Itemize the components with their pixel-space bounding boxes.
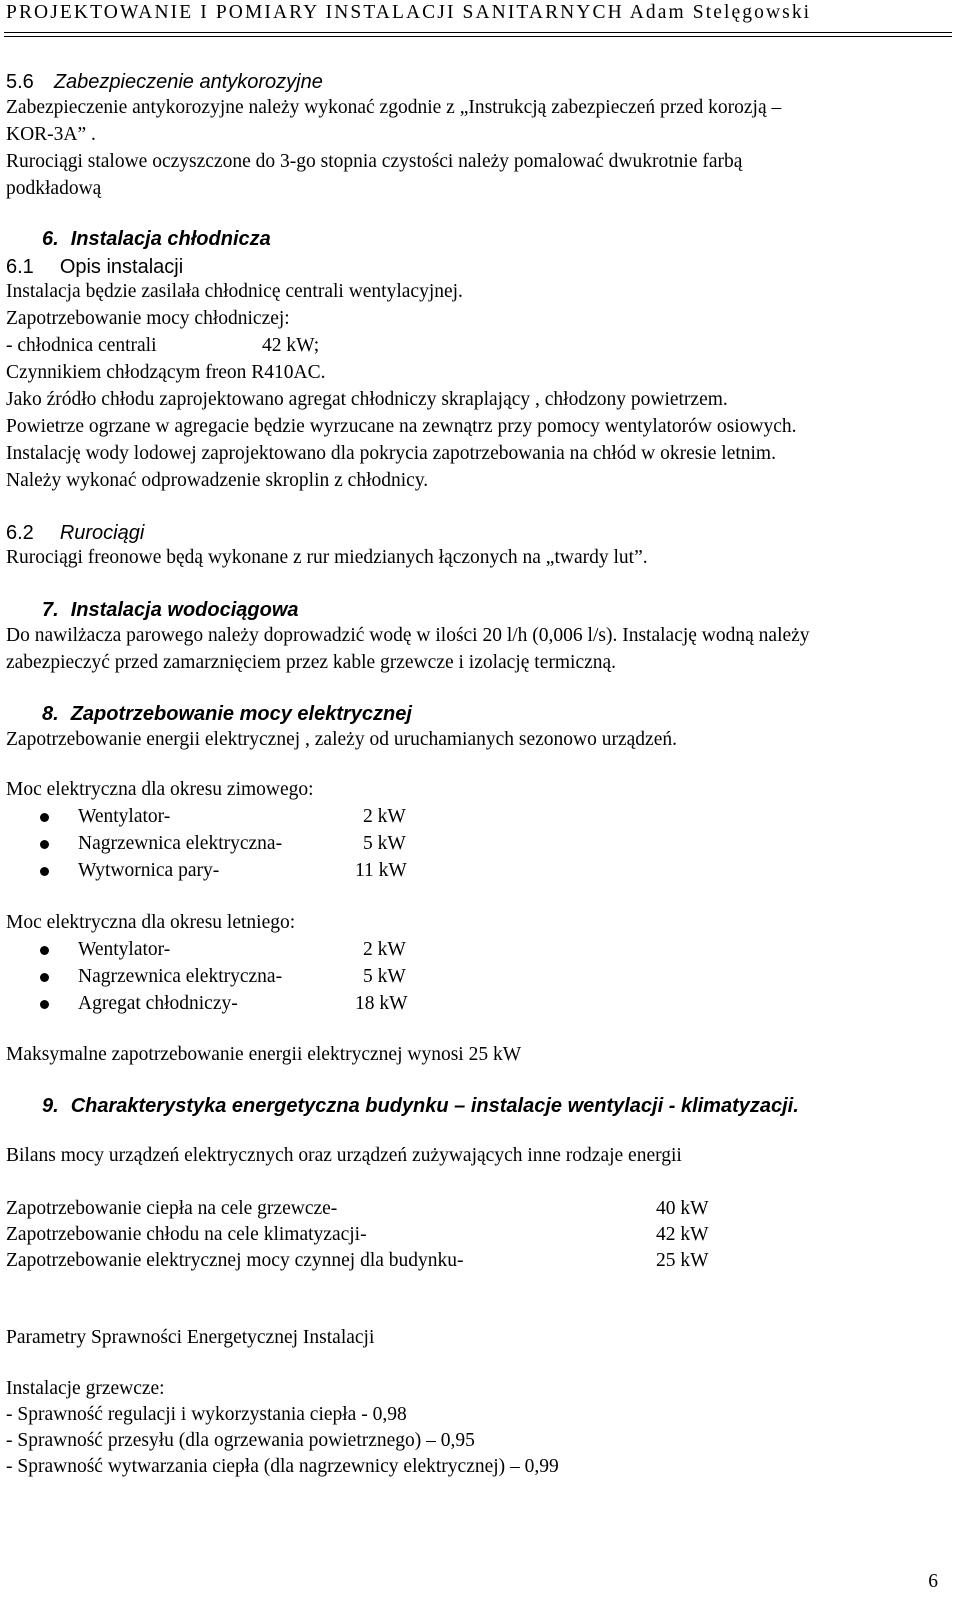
section-5-6-title: Zabezpieczenie antykorozyjne	[53, 71, 323, 93]
section-9-title: Charakterystyka energetyczna budynku – instalacje wentylacji - klimatyzacji.	[70, 1095, 799, 1117]
bullet-icon	[40, 840, 49, 849]
section-6-heading	[42, 227, 271, 251]
balance-row-value: 25 kW	[656, 1250, 709, 1271]
list-item-label: Wentylator-	[78, 939, 171, 960]
section-8-number: 8.	[42, 703, 59, 725]
heating-title: Instalacje grzewcze:	[6, 1378, 165, 1399]
paragraph-line: Zapotrzebowanie mocy chłodniczej:	[6, 308, 290, 329]
list-item-value: 5 kW	[363, 833, 406, 854]
section-6-1-heading	[6, 255, 183, 279]
bullet-icon	[40, 973, 49, 982]
section-6-number: 6.	[42, 228, 59, 250]
bullet-icon	[40, 813, 49, 822]
section-9-heading	[42, 1094, 799, 1118]
paragraph-line: Powietrze ogrzane w agregacie będzie wyrzucane na zewnątrz przy pomocy wentylatorów osiowych.	[6, 416, 797, 437]
running-header: PROJEKTOWANIE I POMIARY INSTALACJI SANITARNYCH Adam Stelęgowski	[6, 2, 812, 23]
list-item-label: Nagrzewnica elektryczna-	[78, 833, 283, 854]
paragraph-line: Jako źródło chłodu zaprojektowano agregat chłodniczy skraplający , chłodzony powietrzem.	[6, 389, 728, 410]
balance-row-label: Zapotrzebowanie elektrycznej mocy czynnej dla budynku-	[6, 1250, 464, 1271]
summer-power-title: Moc elektryczna dla okresu letniego:	[6, 912, 296, 933]
list-item-label: Agregat chłodniczy-	[78, 993, 238, 1014]
section-7-title: Instalacja wodociągowa	[70, 599, 299, 621]
section-5-6-number: 5.6	[6, 71, 34, 93]
paragraph-line: Instalacja będzie zasilała chłodnicę centrali wentylacyjnej.	[6, 281, 463, 302]
balance-row-value: 42 kW	[656, 1224, 709, 1245]
efficiency-item: - Sprawność przesyłu (dla ogrzewania powietrznego) – 0,95	[6, 1430, 475, 1451]
section-5-6-heading	[6, 70, 323, 94]
winter-power-title: Moc elektryczna dla okresu zimowego:	[6, 779, 314, 800]
paragraph-line: Zabezpieczenie antykorozyjne należy wykonać zgodnie z „Instrukcją zabezpieczeń przed korozją –	[6, 97, 782, 118]
header-rule-top	[4, 32, 952, 33]
paragraph-line: Rurociągi freonowe będą wykonane z rur miedzianych łączonych na „twardy lut”.	[6, 547, 648, 568]
section-7-number: 7.	[42, 599, 59, 621]
list-item-value: 18 kW	[355, 993, 408, 1014]
list-item-label: Nagrzewnica elektryczna-	[78, 966, 283, 987]
list-item-label: Wentylator-	[78, 806, 171, 827]
efficiency-item: - Sprawność wytwarzania ciepła (dla nagrzewnicy elektrycznej) – 0,99	[6, 1456, 559, 1477]
section-9-number: 9.	[42, 1095, 59, 1117]
paragraph-line: KOR-3A” .	[6, 124, 96, 145]
efficiency-item: - Sprawność regulacji i wykorzystania ciepła - 0,98	[6, 1404, 407, 1425]
cooler-label: - chłodnica centrali	[6, 335, 157, 356]
paragraph-line: Instalację wody lodowej zaprojektowano dla pokrycia zapotrzebowania na chłód w okresie letnim.	[6, 443, 776, 464]
cooler-value: 42 kW;	[262, 335, 320, 356]
paragraph-line: podkładową	[6, 178, 102, 199]
section-6-1-title: Opis instalacji	[59, 256, 184, 278]
paragraph-line: zabezpieczyć przed zamarznięciem przez kable grzewcze i izolację termiczną.	[6, 652, 617, 673]
header-rule-bottom	[4, 36, 952, 37]
balance-row-label: Zapotrzebowanie chłodu na cele klimatyzacji-	[6, 1224, 367, 1245]
bullet-icon	[40, 946, 49, 955]
paragraph-line: Czynnikiem chłodzącym freon R410AC.	[6, 362, 326, 383]
balance-row-label: Zapotrzebowanie ciepła na cele grzewcze-	[6, 1198, 338, 1219]
section-6-2-title: Rurociągi	[59, 522, 145, 544]
paragraph-line: Należy wykonać odprowadzenie skroplin z chłodnicy.	[6, 470, 429, 491]
list-item-value: 2 kW	[363, 939, 406, 960]
section-6-1-number: 6.1	[6, 256, 34, 278]
section-7-heading	[42, 598, 299, 622]
section-6-2-number: 6.2	[6, 522, 34, 544]
balance-row-value: 40 kW	[656, 1198, 709, 1219]
paragraph-line: Zapotrzebowanie energii elektrycznej , zależy od uruchamianych sezonowo urządzeń.	[6, 729, 677, 750]
max-power-line: Maksymalne zapotrzebowanie energii elektrycznej wynosi 25 kW	[6, 1044, 522, 1065]
list-item-label: Wytwornica pary-	[78, 860, 220, 881]
paragraph-line: Rurociągi stalowe oczyszczone do 3-go stopnia czystości należy pomalować dwukrotnie farbą	[6, 151, 743, 172]
list-item-value: 2 kW	[363, 806, 406, 827]
section-6-title: Instalacja chłodnicza	[70, 228, 271, 250]
paragraph-line: Do nawilżacza parowego należy doprowadzić wodę w ilości 20 l/h (0,006 l/s). Instalację wodną należy	[6, 625, 810, 646]
paragraph-line: Bilans mocy urządzeń elektrycznych oraz urządzeń zużywających inne rodzaje energii	[6, 1145, 682, 1166]
page-number: 6	[928, 1571, 938, 1592]
section-6-2-heading	[6, 521, 144, 545]
efficiency-params-title: Parametry Sprawności Energetycznej Instalacji	[6, 1327, 375, 1348]
section-8-title: Zapotrzebowanie mocy elektrycznej	[70, 703, 412, 725]
bullet-icon	[40, 867, 49, 876]
list-item-value: 11 kW	[355, 860, 407, 881]
bullet-icon	[40, 1000, 49, 1009]
list-item-value: 5 kW	[363, 966, 406, 987]
section-8-heading	[42, 702, 412, 726]
